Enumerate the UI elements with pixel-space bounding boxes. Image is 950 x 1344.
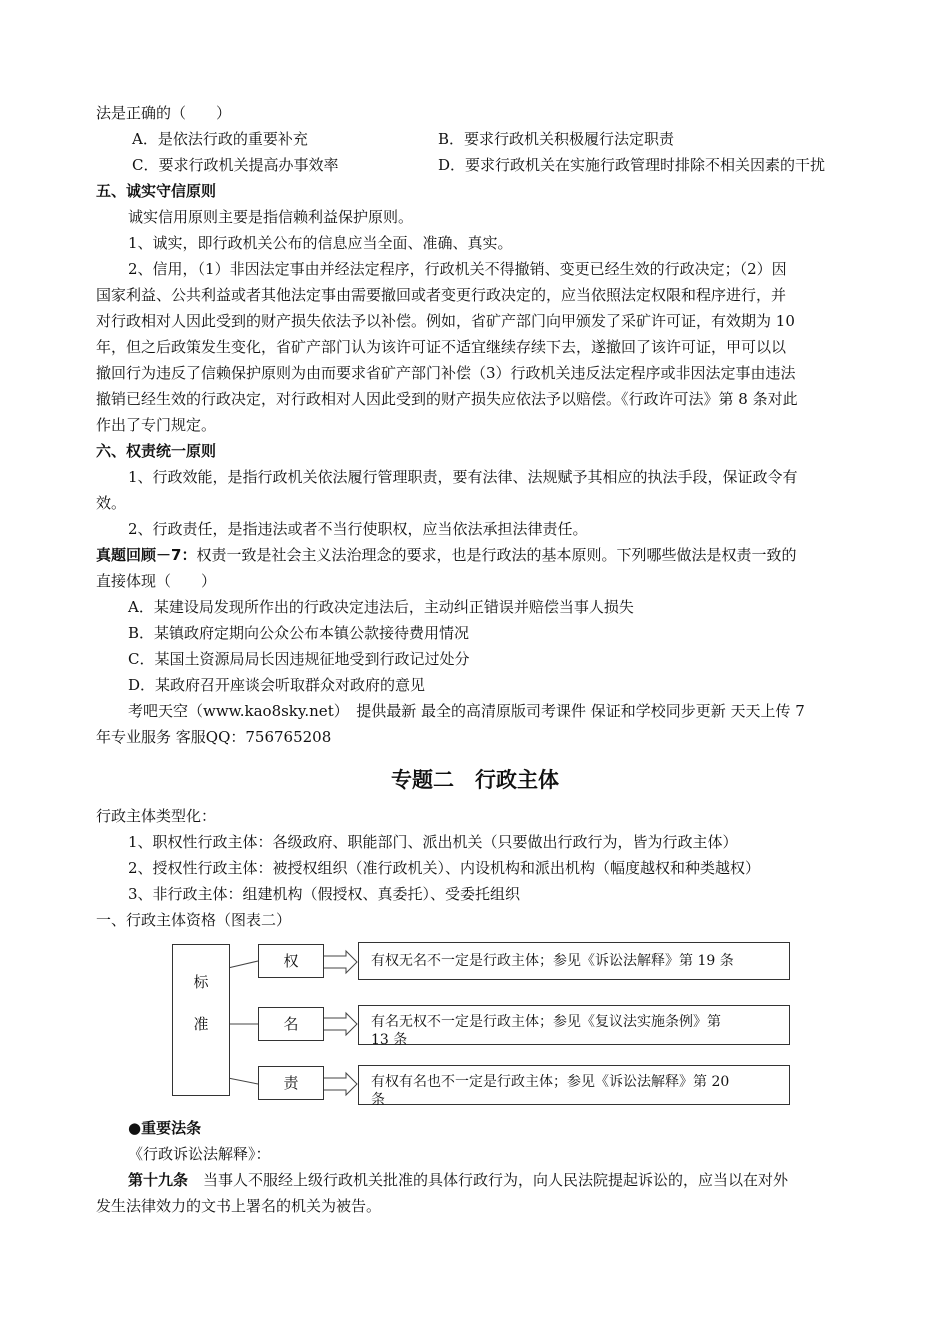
arrow-shape bbox=[324, 1013, 357, 1035]
type-item: 2、授权性行政主体：被授权组织（准行政机关）、内设机构和派出机构（幅度越权和种类越权） bbox=[128, 859, 761, 877]
review-label: 真题回顾－7： bbox=[96, 546, 197, 564]
s6-paragraph-2: 2、行政责任，是指违法或者不当行使职权，应当依法承担法律责任。 bbox=[128, 520, 588, 538]
arrow-shape bbox=[324, 1073, 357, 1095]
review-option-a: A．某建设局发现所作出的行政决定违法后，主动纠正错误并赔偿当事人损失 bbox=[128, 598, 634, 616]
section-6-heading: 六、权责统一原则 bbox=[96, 442, 217, 460]
s5-paragraph-3-line: 对行政相对人因此受到的财产损失依法予以补偿。例如，省矿产部门向甲颁发了采矿许可证，有效期为 10 bbox=[96, 312, 795, 330]
s5-paragraph-3-line: 撤回行为违反了信赖保护原则为由而要求省矿产部门补偿（3）行政机关违反法定程序或非因法定事由违法 bbox=[96, 364, 796, 382]
s5-paragraph-3-line: 国家利益、公共利益或者其他法定事由需要撤回或者变更行政决定的，应当依照法定权限和程序进行，并 bbox=[96, 286, 787, 304]
option-a: A．是依法行政的重要补充 bbox=[132, 130, 308, 148]
section-5-heading: 五、诚实守信原则 bbox=[96, 182, 217, 200]
connector-line bbox=[228, 1078, 258, 1084]
key-box-power: 权 bbox=[258, 944, 324, 978]
s5-paragraph-1: 诚实信用原则主要是指信赖利益保护原则。 bbox=[128, 208, 414, 226]
review-text: 权责一致是社会主义法治理念的要求，也是行政法的基本原则。下列哪些做法是权责一致的 bbox=[196, 546, 797, 564]
types-intro: 行政主体类型化： bbox=[96, 807, 217, 825]
qualification-heading: 一、行政主体资格（图表二） bbox=[96, 911, 292, 929]
desc-text: 有权有名也不一定是行政主体；参见《诉讼法解释》第 20 bbox=[371, 1074, 730, 1090]
option-d: D．要求行政机关在实施行政管理时排除不相关因素的干扰 bbox=[438, 156, 826, 174]
desc-text: 有名无权不一定是行政主体；参见《复议法实施条例》第 bbox=[371, 1014, 721, 1030]
connector-line bbox=[228, 961, 258, 968]
ad-line-1: 考吧天空（www.kao8sky.net） 提供最新 最全的高清原版司考课件 保证和学校同步更新 天天上传 7 bbox=[128, 702, 805, 720]
s6-paragraph-1-line: 效。 bbox=[96, 494, 127, 512]
key-box-name: 名 bbox=[258, 1007, 324, 1041]
desc-box-power bbox=[358, 942, 790, 980]
review-option-c: C．某国土资源局局长因违规征地受到行政记过处分 bbox=[128, 650, 470, 668]
article-label: 第十九条 bbox=[128, 1171, 189, 1189]
review-option-d: D．某政府召开座谈会听取群众对政府的意见 bbox=[128, 676, 426, 694]
s5-paragraph-2: 1、诚实，即行政机关公布的信息应当全面、准确、真实。 bbox=[128, 234, 513, 252]
arrow-shape bbox=[324, 951, 357, 973]
s5-paragraph-3-line: 作出了专门规定。 bbox=[96, 416, 217, 434]
s5-paragraph-3-line: 年，但之后政策发生变化，省矿产部门认为该许可证不适宜继续存续下去，遂撤回了该许可证，甲可以以 bbox=[96, 338, 787, 356]
question-tail: 法是正确的（ ） bbox=[96, 104, 232, 122]
review-text-line2: 直接体现（ ） bbox=[96, 572, 217, 590]
article-text-line2: 发生法律效力的文书上署名的机关为被告。 bbox=[96, 1197, 382, 1215]
s5-paragraph-3-line: 撤销已经生效的行政决定，对行政相对人因此受到的财产损失应依法予以赔偿。《行政许可法》第 8 条对此 bbox=[96, 390, 798, 408]
standard-box bbox=[172, 944, 230, 1096]
article-text: 当事人不服经上级行政机关批准的具体行政行为，向人民法院提起诉讼的，应当以在对外 bbox=[188, 1171, 789, 1189]
type-item: 1、职权性行政主体：各级政府、职能部门、派出机关（只要做出行政行为，皆为行政主体） bbox=[128, 833, 738, 851]
option-b: B．要求行政机关积极履行法定职责 bbox=[438, 130, 675, 148]
desc-text: 13 条 bbox=[371, 1032, 408, 1048]
s5-paragraph-3-line: 2、信用，（1）非因法定事由并经法定程序，行政机关不得撤销、变更已经生效的行政决定；（2）因 bbox=[128, 260, 787, 278]
key-box-responsibility: 责 bbox=[258, 1066, 324, 1100]
review-option-b: B．某镇政府定期向公众公布本镇公款接待费用情况 bbox=[128, 624, 470, 642]
ad-line-2: 年专业服务 客服QQ：756765208 bbox=[96, 728, 332, 746]
option-c: C．要求行政机关提高办事效率 bbox=[132, 156, 339, 174]
topic-title: 专题二 行政主体 bbox=[391, 768, 559, 792]
law-heading: ●重要法条 bbox=[128, 1119, 202, 1137]
desc-text: 有权无名不一定是行政主体；参见《诉讼法解释》第 19 条 bbox=[371, 953, 734, 969]
standard-char: 准 bbox=[193, 1015, 209, 1033]
desc-box-responsibility bbox=[358, 1065, 790, 1108]
desc-box-name bbox=[358, 1005, 790, 1048]
s6-paragraph-1-line: 1、行政效能，是指行政机关依法履行管理职责，要有法律、法规赋予其相应的执法手段，保证政令有 bbox=[128, 468, 798, 486]
law-source: 《行政诉讼法解释》： bbox=[128, 1145, 271, 1163]
type-item: 3、非行政主体：组建机构（假授权、真委托）、受委托组织 bbox=[128, 885, 521, 903]
standard-char: 标 bbox=[193, 973, 209, 991]
law-article bbox=[128, 1170, 788, 1190]
desc-text: 条 bbox=[371, 1092, 385, 1108]
